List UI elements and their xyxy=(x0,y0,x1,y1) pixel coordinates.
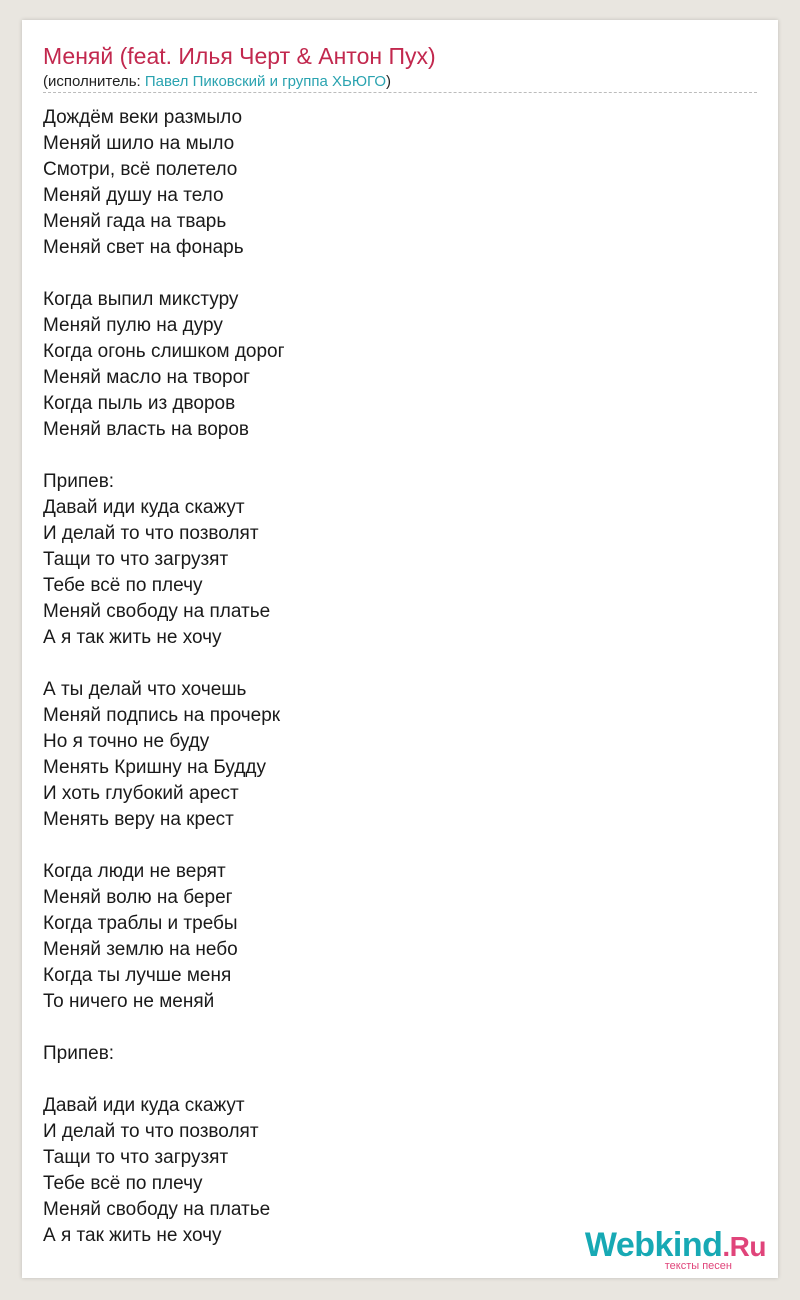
lyric-line: То ничего не меняй xyxy=(43,991,215,1012)
lyric-line: А ты делай что хочешь xyxy=(43,679,247,700)
lyric-line: Меняй душу на тело xyxy=(43,185,224,206)
song-title: Меняй (feat. Илья Черт & Антон Пух) xyxy=(43,43,436,69)
lyric-line: Когда ты лучше меня xyxy=(43,965,232,986)
artist-suffix: ) xyxy=(385,73,391,90)
lyric-line: Дождём веки размыло xyxy=(43,107,243,128)
logo-main-text: Webkind xyxy=(584,1226,723,1264)
lyric-line: Когда выпил микстуру xyxy=(43,289,239,310)
lyric-line: Меняй землю на небо xyxy=(43,939,238,960)
lyric-line: Тебе всё по плечу xyxy=(43,575,203,596)
lyric-line: Меняй шило на мыло xyxy=(43,133,235,154)
lyric-line: Меняй масло на творог xyxy=(43,367,251,388)
lyric-line: Менять веру на крест xyxy=(43,809,234,830)
logo-tagline: тексты песен xyxy=(664,1260,732,1272)
lyric-blank-line xyxy=(43,1067,743,1093)
lyric-line: И хоть глубокий арест xyxy=(43,783,239,804)
lyric-line: Тащи то что загрузят xyxy=(43,1147,229,1168)
lyric-line: Припев: xyxy=(43,1043,115,1064)
lyric-line: Но я точно не буду xyxy=(43,731,210,752)
lyric-line: Когда огонь слишком дорог xyxy=(43,341,285,362)
logo-tld-text: .Ru xyxy=(722,1231,766,1262)
lyrics-body xyxy=(43,105,743,1249)
lyric-blank-line xyxy=(43,1015,743,1041)
lyric-line: Тебе всё по плечу xyxy=(43,1173,203,1194)
lyric-line: Меняй волю на берег xyxy=(43,887,233,908)
lyric-line: Меняй подпись на прочерк xyxy=(43,705,281,726)
lyric-line: Когда пыль из дворов xyxy=(43,393,236,414)
lyric-line: Меняй свободу на платье xyxy=(43,601,271,622)
lyric-blank-line xyxy=(43,261,743,287)
lyric-line: Менять Кришну на Будду xyxy=(43,757,266,778)
lyric-line: Давай иди куда скажут xyxy=(43,497,245,518)
artist-prefix: (исполнитель: xyxy=(43,73,145,90)
site-logo[interactable] xyxy=(585,1228,766,1272)
lyric-line: Меняй свет на фонарь xyxy=(43,237,244,258)
lyric-line: А я так жить не хочу xyxy=(43,1225,222,1246)
lyric-line: Меняй гада на тварь xyxy=(43,211,227,232)
lyrics-card xyxy=(22,20,778,1278)
lyric-line: Припев: xyxy=(43,471,115,492)
logo-wordmark xyxy=(585,1228,766,1264)
lyric-line: Смотри, всё полетело xyxy=(43,159,238,180)
lyric-line: Тащи то что загрузят xyxy=(43,549,229,570)
lyric-line: Когда траблы и требы xyxy=(43,913,238,934)
lyric-line: Меняй свободу на платье xyxy=(43,1199,271,1220)
lyric-line: Давай иди куда скажут xyxy=(43,1095,245,1116)
lyric-line: А я так жить не хочу xyxy=(43,627,222,648)
divider xyxy=(43,92,757,93)
lyric-line: Меняй власть на воров xyxy=(43,419,249,440)
lyric-line: Меняй пулю на дуру xyxy=(43,315,223,336)
lyric-blank-line xyxy=(43,651,743,677)
lyric-line: И делай то что позволят xyxy=(43,523,259,544)
lyric-blank-line xyxy=(43,833,743,859)
artist-line xyxy=(43,73,391,91)
lyric-blank-line xyxy=(43,443,743,469)
lyric-line: И делай то что позволят xyxy=(43,1121,259,1142)
lyric-line: Когда люди не верят xyxy=(43,861,226,882)
artist-link[interactable]: Павел Пиковский и группа ХЬЮГО xyxy=(144,73,386,90)
